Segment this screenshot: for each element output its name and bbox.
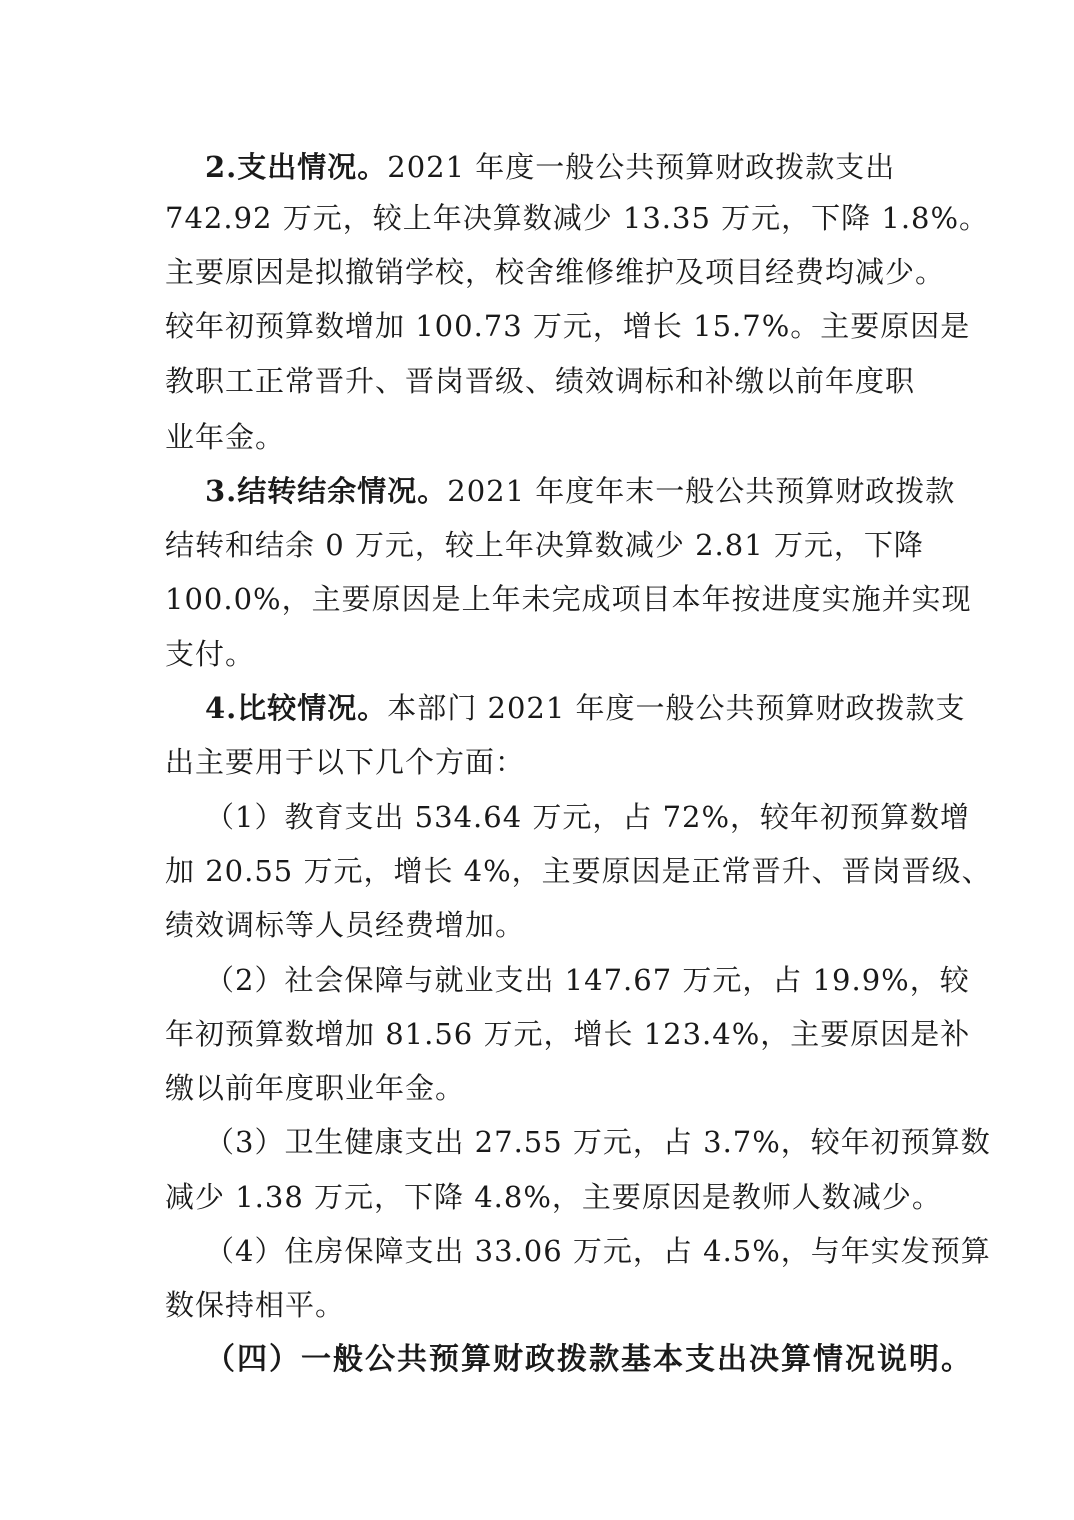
paragraph-line: 业年金。 — [165, 420, 286, 454]
paragraph-line: 主要原因是拟撤销学校，校舍维修维护及项目经费均减少。 — [165, 255, 946, 289]
paragraph-text: 本部门 2021 年度一般公共预算财政拨款支 — [387, 691, 966, 725]
paragraph-line — [205, 474, 955, 508]
list-item-line: 年初预算数增加 81.56 万元，增长 123.4%，主要原因是补 — [165, 1017, 971, 1051]
list-item-line: （1）教育支出 534.64 万元，占 72%，较年初预算数增 — [205, 800, 971, 834]
section-heading: 4.比较情况。 — [205, 691, 388, 725]
section-heading: （四）一般公共预算财政拨款基本支出决算情况说明。 — [205, 1342, 973, 1377]
paragraph-line: 支付。 — [165, 637, 256, 671]
list-item-line: 数保持相平。 — [165, 1288, 346, 1322]
list-item-line: 减少 1.38 万元，下降 4.8%，主要原因是教师人数减少。 — [165, 1180, 942, 1214]
section-heading: 3.结转结余情况。 — [205, 474, 448, 508]
paragraph-line: 较年初预算数增加 100.73 万元，增长 15.7%。主要原因是 — [165, 309, 971, 343]
paragraph-line — [205, 150, 895, 184]
list-item-line: 加 20.55 万元，增长 4%，主要原因是正常晋升、晋岗晋级、 — [165, 854, 992, 888]
list-item-line: （2）社会保障与就业支出 147.67 万元，占 19.9%，较 — [205, 963, 970, 997]
paragraph-line: 教职工正常晋升、晋岗晋级、绩效调标和补缴以前年度职 — [165, 364, 916, 398]
paragraph-line: 742.92 万元，较上年决算数减少 13.35 万元，下降 1.8%。 — [165, 201, 990, 235]
list-item-line: 缴以前年度职业年金。 — [165, 1071, 466, 1105]
list-item-line: （4）住房保障支出 33.06 万元，占 4.5%，与年实发预算 — [205, 1234, 991, 1268]
paragraph-line — [205, 691, 966, 725]
paragraph-line: 100.0%，主要原因是上年未完成项目本年按进度实施并实现 — [165, 582, 972, 616]
paragraph-text: 2021 年度年末一般公共预算财政拨款 — [447, 474, 956, 508]
section-heading: 2.支出情况。 — [205, 150, 388, 184]
list-item-line: 绩效调标等人员经费增加。 — [165, 908, 526, 942]
paragraph-line: 出主要用于以下几个方面： — [165, 745, 526, 779]
paragraph-text: 2021 年度一般公共预算财政拨款支出 — [387, 150, 896, 184]
paragraph-line: 结转和结余 0 万元，较上年决算数减少 2.81 万元，下降 — [165, 528, 924, 562]
list-item-line: （3）卫生健康支出 27.55 万元，占 3.7%，较年初预算数 — [205, 1125, 991, 1159]
